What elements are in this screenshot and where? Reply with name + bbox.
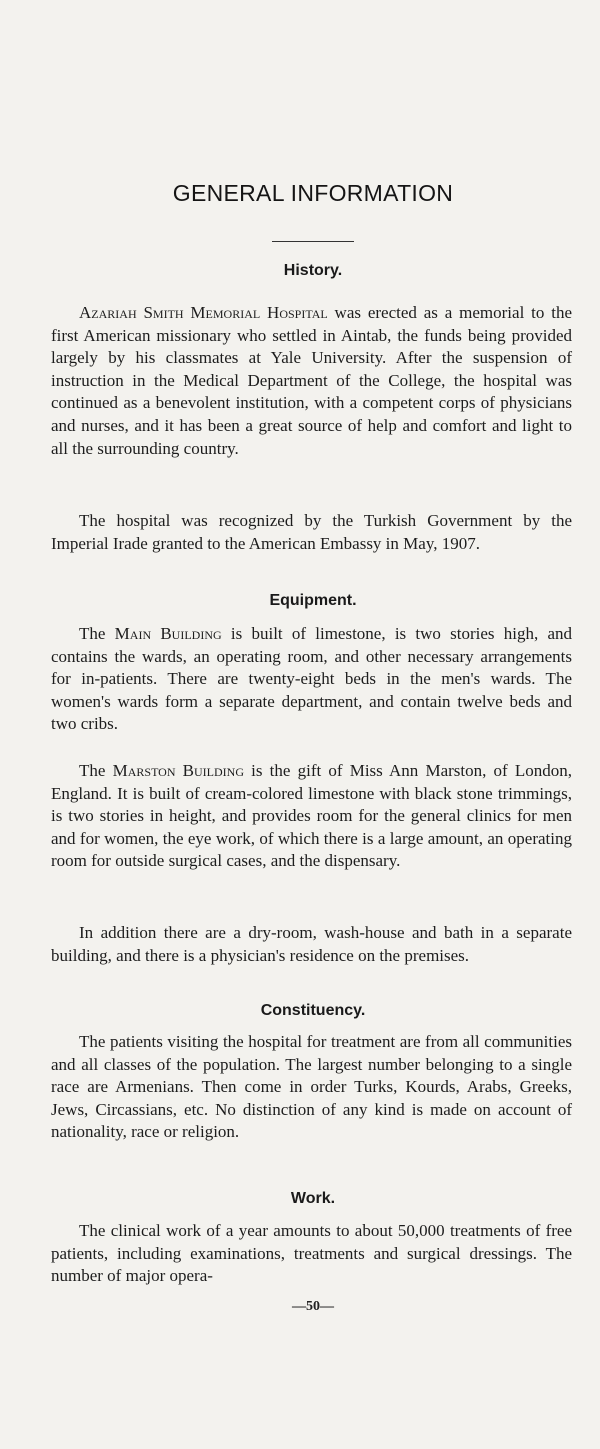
work-paragraph-1: The clinical work of a year amounts to about 50,000 treatments of free patients, including examinations, treatments and surgical dressings. The number of major opera- <box>51 1221 572 1286</box>
heading-work: Work. <box>290 1190 336 1207</box>
heading-constituency: Constituency. <box>260 1002 366 1019</box>
equipment-paragraph-1-text: is built of limestone, is two stories high, and contains the wards, an operating room, and other necessary arrangements for in-patients. There are twenty-eight beds in the men's wards. The women's wards form a separate department, and contain twelve beds and two cribs. <box>51 624 572 734</box>
constituency-paragraph-1: The patients visiting the hospital for treatment are from all communities and all classes of the population. The largest number belonging to a single race are Armenians. Then come in order Turks, Kourds, Arabs, Greeks, Jews, Circassians, etc. No distinction of any kind is made on account of nationality, race or religion. <box>51 1032 572 1142</box>
equipment-paragraph-2-text: is the gift of Miss Ann Marston, of London, England. It is built of cream-colored limestone with black stone trimmings, is two stories in height, and provides room for the general clinics for men and for women, the eye work, of which there is a large amount, an operating room for outside surgical cases, and the dispensary. <box>51 761 573 871</box>
page-number: —50— <box>292 1299 334 1314</box>
page-title: GENERAL INFORMATION <box>172 180 454 206</box>
equipment-paragraph-2 <box>51 760 572 873</box>
equipment-paragraph-2-lead: The <box>79 761 113 780</box>
heading-history: History. <box>283 262 343 279</box>
history-paragraph-1-text: was erected as a memorial to the first American missionary who settled in Aintab, the funds being provided largely by his classmates at Yale University. After the suspension of instruction in the Medical Department of the College, the hospital was continued as a benevolent institution, with a competent corps of physicians and nurses, and it has been a great source of help and comfort and light to all the surrounding country. <box>51 303 572 458</box>
marston-building-name: Marston Building <box>112 761 245 780</box>
title-divider <box>272 241 354 242</box>
hospital-name: Azariah Smith Memorial Hospital <box>79 303 328 322</box>
history-paragraph-2: The hospital was recognized by the Turkish Government by the Imperial Irade granted to the American Embassy in May, 1907. <box>51 511 572 553</box>
history-paragraph-1 <box>51 302 572 460</box>
equipment-paragraph-3: In addition there are a dry-room, wash-house and bath in a separate building, and there is a physician's residence on the premises. <box>51 923 572 965</box>
heading-equipment: Equipment. <box>269 592 357 609</box>
equipment-paragraph-1 <box>51 623 572 736</box>
main-building-name: Main Building <box>114 624 222 643</box>
equipment-paragraph-1-lead: The <box>79 624 115 643</box>
